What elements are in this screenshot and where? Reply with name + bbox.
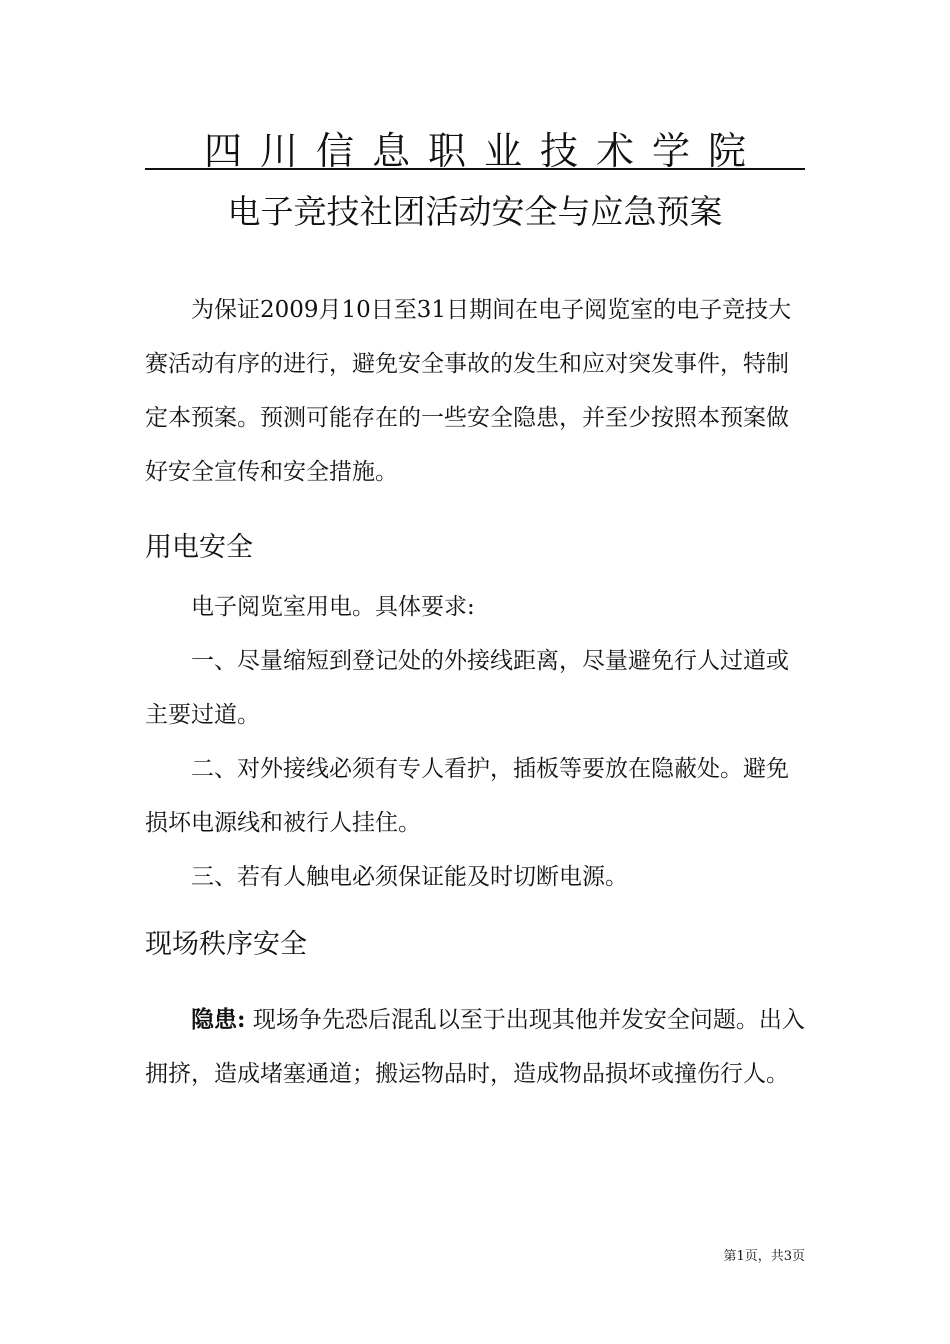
intro-section: [145, 283, 805, 499]
hazard-text: 现场争先恐后混乱以至于出现其他并发安全问题。出入拥挤，造成堵塞通道；搬运物品时，造成物品损坏或撞伤行人。: [145, 1007, 805, 1087]
document-title: 电子竞技社团活动安全与应急预案: [227, 192, 723, 231]
electric-item-2: 二、对外接线必须有专人看护，插板等要放在隐蔽处。避免损坏电源线和被行人挂住。: [145, 756, 789, 836]
section-heading-order: 现场秩序安全: [145, 929, 307, 960]
order-section-body: [145, 993, 805, 1101]
electric-section-body: [145, 580, 805, 904]
order-hazard-paragraph: [145, 993, 805, 1101]
header-rule: [145, 168, 805, 170]
electric-item-3: 三、若有人触电必须保证能及时切断电源。: [191, 864, 628, 890]
section-heading-electric: 用电安全: [145, 532, 253, 563]
institution-name: 四川信息职业技术学院: [203, 129, 764, 173]
page-footer: 第1页，共3页: [723, 1249, 805, 1264]
electric-item-1: 一、尽量缩短到登记处的外接线距离，尽量避免行人过道或主要过道。: [145, 648, 789, 728]
hazard-label: 隐患:: [191, 1006, 246, 1033]
electric-lead: 电子阅览室用电。具体要求:: [191, 594, 475, 620]
intro-paragraph: 为保证2009月10日至31日期间在电子阅览室的电子竞技大赛活动有序的进行，避免安全事故的发生和应对突发事件，特制定本预案。预测可能存在的一些安全隐患，并至少按照本预案做好安全宣传和安全措施。: [145, 297, 792, 485]
